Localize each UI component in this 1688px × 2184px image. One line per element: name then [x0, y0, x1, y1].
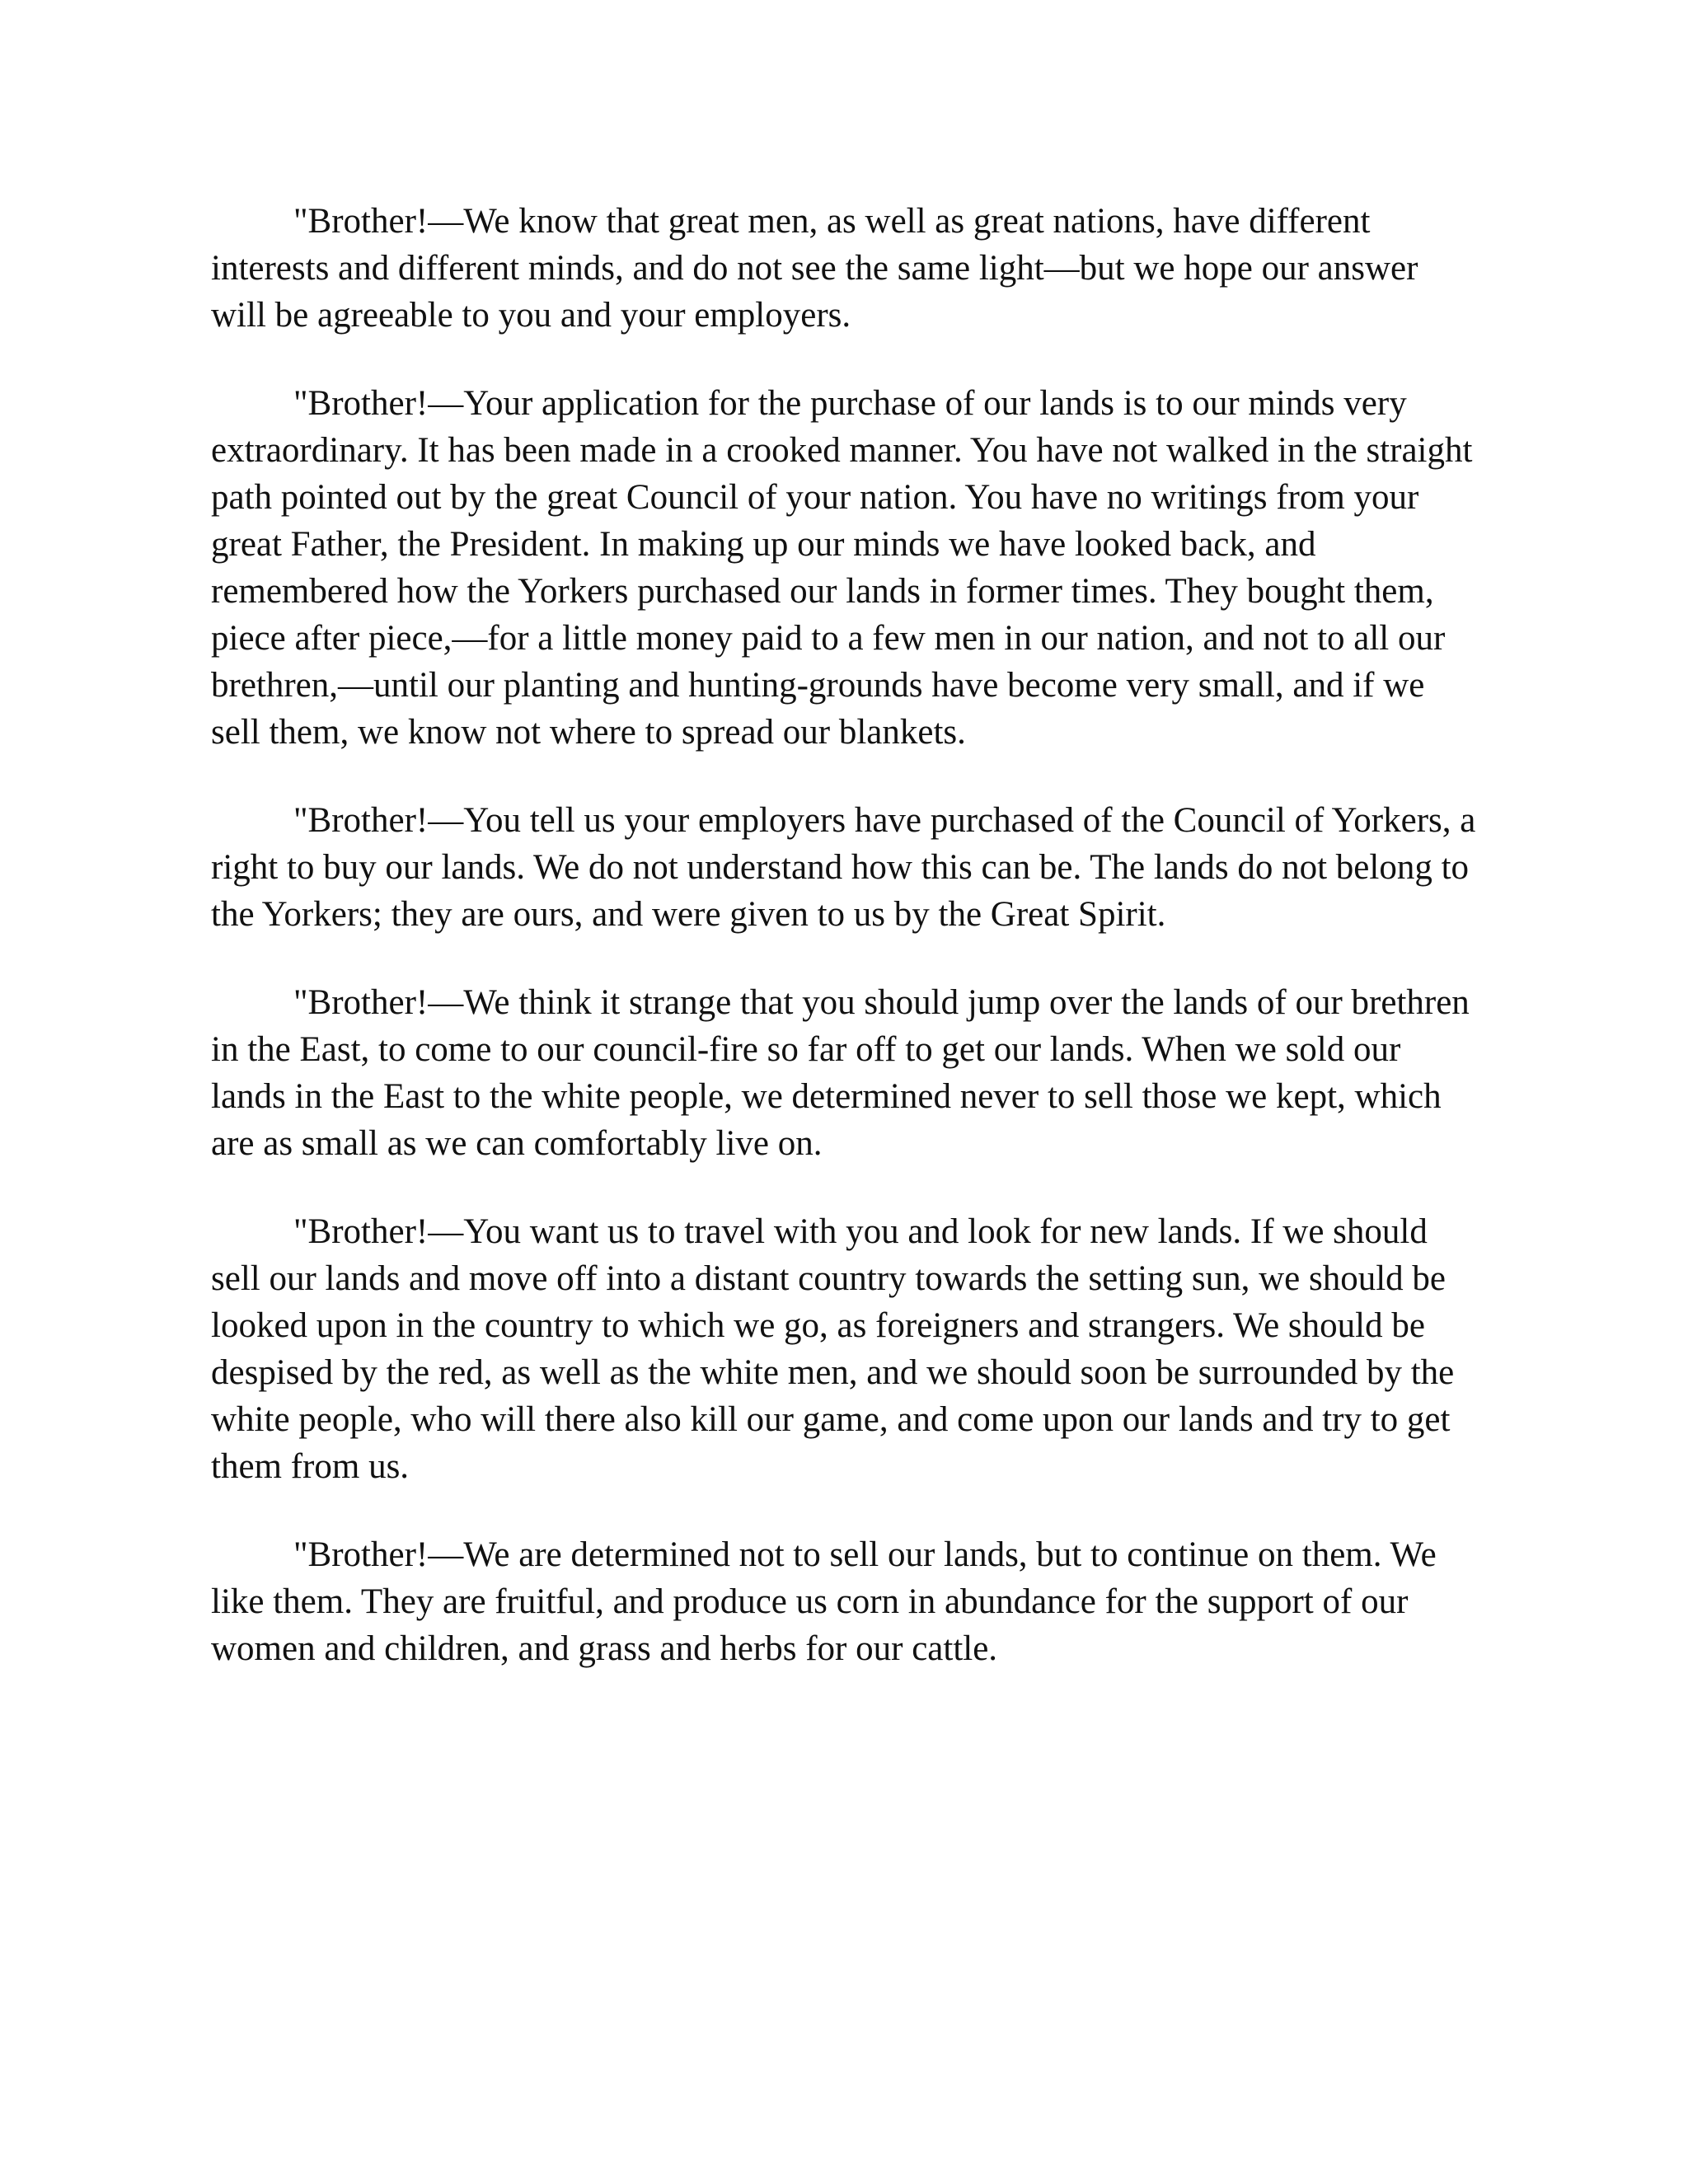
- paragraph-4: "Brother!—We think it strange that you should jump over the lands of our brethren in the East, to come to our council-fire so far off to get our lands. When we sold our lands in the East to the white people, we determined never to sell those we kept, which are as small as we can comfortably live on.: [211, 983, 1470, 1163]
- paragraph-3: "Brother!—You tell us your employers have purchased of the Council of Yorkers, a right to buy our lands. We do not understand how this can be. The lands do not belong to the Yorkers; they are ours, and were given to us by the Great Spirit.: [211, 801, 1476, 934]
- paragraph-1: "Brother!—We know that great men, as well as great nations, have different interests and different minds, and do not see the same light—but we hope our answer will be agreeable to you and your employers.: [211, 202, 1418, 335]
- paragraph-6: "Brother!—We are determined not to sell our lands, but to continue on them. We like them. They are fruitful, and produce us corn in abundance for the support of our women and children, and grass and herbs for our cattle.: [211, 1535, 1437, 1668]
- document-body: [211, 198, 1480, 1713]
- paragraph-2: "Brother!—Your application for the purchase of our lands is to our minds very extraordinary. It has been made in a crooked manner. You have not walked in the straight path pointed out by the great Council of your nation. You have no writings from your great Father, the President. In making up our minds we have looked back, and remembered how the Yorkers purchased our lands in former times. They bought them, piece after piece,—for a little money paid to a few men in our nation, and not to all our brethren,—until our planting and hunting-grounds have become very small, and if we sell them, we know not where to spread our blankets.: [211, 384, 1473, 752]
- paragraph-5: "Brother!—You want us to travel with you and look for new lands. If we should sell our lands and move off into a distant country towards the setting sun, we should be looked upon in the country to which we go, as foreigners and strangers. We should be despised by the red, as well as the white men, and we should soon be surrounded by the white people, who will there also kill our game, and come upon our lands and try to get them from us.: [211, 1212, 1455, 1486]
